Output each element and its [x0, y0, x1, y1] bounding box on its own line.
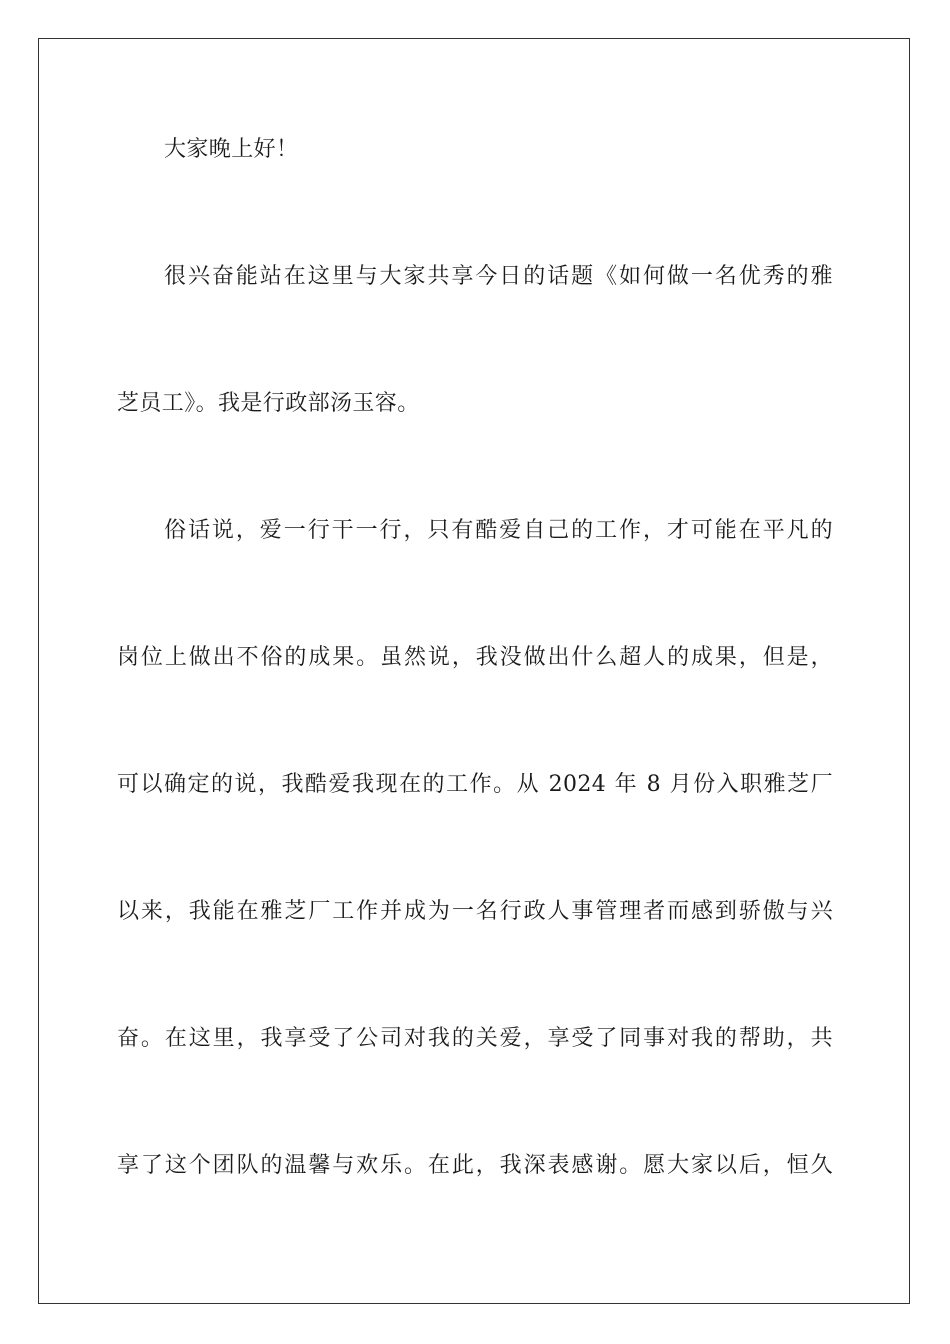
- paragraph-line: 岗位上做出不俗的成果。虽然说，我没做出什么超人的成果，但是，: [117, 645, 833, 670]
- paragraph-line: 可以确定的说，我酷爱我现在的工作。从 2024 年 8 月份入职雅芝厂: [117, 772, 833, 797]
- paragraph-line: 奋。在这里，我享受了公司对我的关爱，享受了同事对我的帮助，共: [117, 1026, 833, 1051]
- paragraph-line: 以来，我能在雅芝厂工作并成为一名行政人事管理者而感到骄傲与兴: [117, 899, 833, 924]
- paragraph-line: 享了这个团队的温馨与欢乐。在此，我深表感谢。愿大家以后，恒久: [117, 1153, 833, 1178]
- paragraph-line: 芝员工》。我是行政部汤玉容。: [117, 391, 420, 416]
- paragraph-line: 俗话说，爱一行干一行，只有酷爱自己的工作，才可能在平凡的: [164, 518, 833, 543]
- greeting-line: 大家晚上好！: [164, 137, 299, 162]
- paragraph-line: 很兴奋能站在这里与大家共享今日的话题《如何做一名优秀的雅: [164, 264, 833, 289]
- document-body: [117, 118, 833, 1261]
